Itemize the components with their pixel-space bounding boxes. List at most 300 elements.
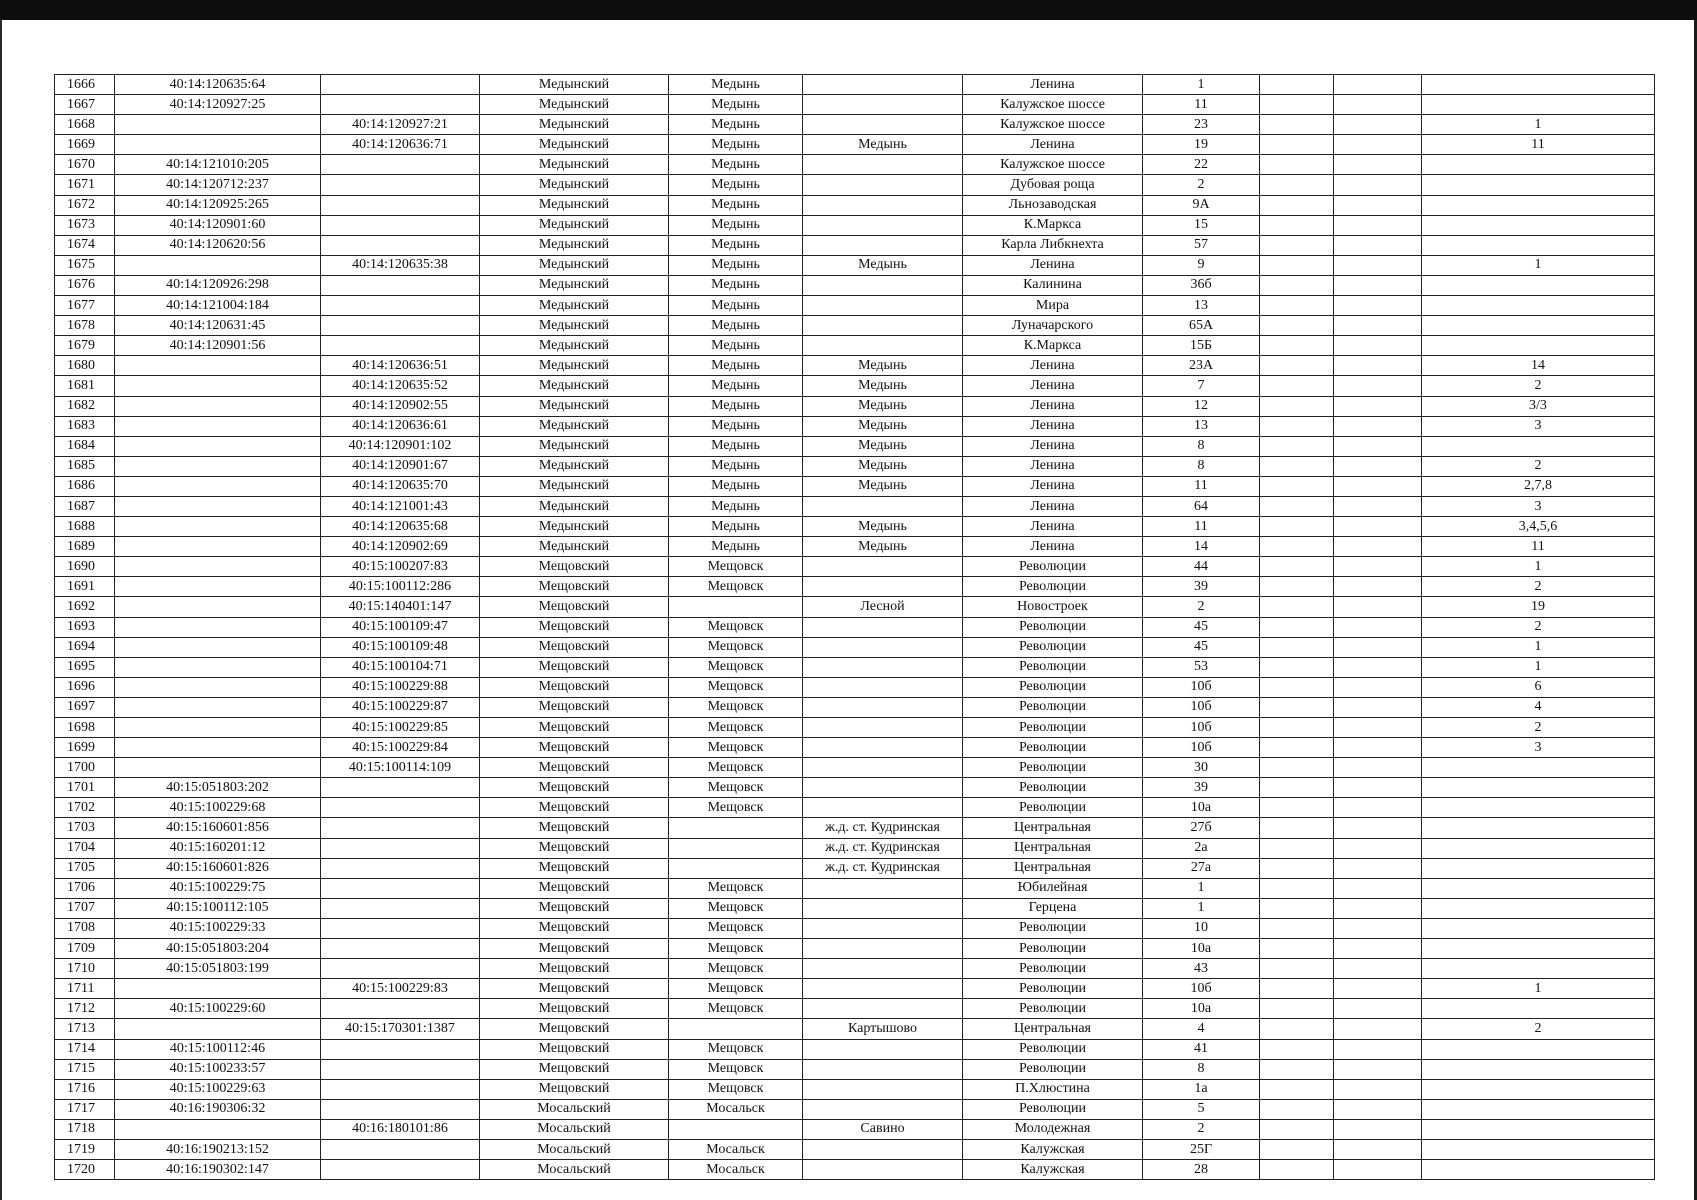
cadastral-number-cell: 40:15:051803:199 — [115, 959, 321, 979]
city-cell: Медынь — [669, 135, 803, 155]
row-number-cell: 1671 — [55, 175, 115, 195]
apartment-cell: 3 — [1422, 416, 1655, 436]
settlement-cell — [803, 798, 963, 818]
cadastral-number-cell: 40:15:051803:202 — [115, 778, 321, 798]
structure-cell — [1334, 336, 1422, 356]
structure-cell — [1334, 918, 1422, 938]
cadastral-number-alt-cell: 40:14:120901:102 — [321, 436, 480, 456]
structure-cell — [1334, 637, 1422, 657]
structure-cell — [1334, 215, 1422, 235]
table-row — [55, 918, 1655, 938]
city-cell: Медынь — [669, 476, 803, 496]
settlement-cell — [803, 336, 963, 356]
structure-cell — [1334, 1160, 1422, 1180]
city-cell — [669, 1119, 803, 1139]
row-number-cell: 1691 — [55, 577, 115, 597]
table-row — [55, 235, 1655, 255]
settlement-cell — [803, 979, 963, 999]
cadastral-number-alt-cell — [321, 939, 480, 959]
house-cell: 27б — [1143, 818, 1260, 838]
street-cell: Калужское шоссе — [963, 115, 1143, 135]
city-cell: Мещовск — [669, 1079, 803, 1099]
table-row — [55, 476, 1655, 496]
settlement-cell — [803, 657, 963, 677]
cadastral-number-cell — [115, 557, 321, 577]
settlement-cell — [803, 999, 963, 1019]
street-cell: П.Хлюстина — [963, 1079, 1143, 1099]
cadastral-number-cell: 40:15:100229:33 — [115, 918, 321, 938]
table-row — [55, 999, 1655, 1019]
district-cell: Медынский — [480, 356, 669, 376]
structure-cell — [1334, 115, 1422, 135]
house-cell: 1 — [1143, 898, 1260, 918]
row-number-cell: 1703 — [55, 818, 115, 838]
settlement-cell — [803, 939, 963, 959]
building-cell — [1260, 939, 1334, 959]
building-cell — [1260, 356, 1334, 376]
structure-cell — [1334, 195, 1422, 215]
city-cell: Мещовск — [669, 898, 803, 918]
city-cell: Мещовск — [669, 878, 803, 898]
street-cell: Ленина — [963, 75, 1143, 95]
building-cell — [1260, 557, 1334, 577]
city-cell: Медынь — [669, 356, 803, 376]
apartment-cell: 3,4,5,6 — [1422, 517, 1655, 537]
cadastral-number-alt-cell — [321, 75, 480, 95]
street-cell: Революции — [963, 617, 1143, 637]
house-cell: 30 — [1143, 758, 1260, 778]
cadastral-number-alt-cell: 40:14:120635:68 — [321, 517, 480, 537]
street-cell: Юбилейная — [963, 878, 1143, 898]
house-cell: 13 — [1143, 416, 1260, 436]
building-cell — [1260, 396, 1334, 416]
apartment-cell: 19 — [1422, 597, 1655, 617]
apartment-cell: 11 — [1422, 135, 1655, 155]
row-number-cell: 1678 — [55, 316, 115, 336]
city-cell: Мещовск — [669, 577, 803, 597]
building-cell — [1260, 677, 1334, 697]
structure-cell — [1334, 1059, 1422, 1079]
street-cell: Герцена — [963, 898, 1143, 918]
structure-cell — [1334, 878, 1422, 898]
cadastral-number-alt-cell: 40:14:120901:67 — [321, 456, 480, 476]
district-cell: Медынский — [480, 456, 669, 476]
cadastral-number-alt-cell — [321, 1139, 480, 1159]
house-cell: 44 — [1143, 557, 1260, 577]
house-cell: 65А — [1143, 316, 1260, 336]
table-row — [55, 758, 1655, 778]
district-cell: Медынский — [480, 255, 669, 275]
cadastral-number-cell — [115, 456, 321, 476]
city-cell: Мещовск — [669, 918, 803, 938]
settlement-cell: Медынь — [803, 537, 963, 557]
street-cell: Центральная — [963, 818, 1143, 838]
house-cell: 25Г — [1143, 1139, 1260, 1159]
street-cell: Калужская — [963, 1139, 1143, 1159]
apartment-cell: 2 — [1422, 577, 1655, 597]
building-cell — [1260, 436, 1334, 456]
house-cell: 5 — [1143, 1099, 1260, 1119]
house-cell: 7 — [1143, 376, 1260, 396]
table-row — [55, 1079, 1655, 1099]
city-cell: Мещовск — [669, 677, 803, 697]
street-cell: Революции — [963, 778, 1143, 798]
building-cell — [1260, 235, 1334, 255]
cadastral-number-alt-cell — [321, 858, 480, 878]
cadastral-number-cell: 40:14:121010:205 — [115, 155, 321, 175]
cadastral-number-cell — [115, 517, 321, 537]
street-cell: Ленина — [963, 496, 1143, 516]
cadastral-number-cell — [115, 677, 321, 697]
district-cell: Медынский — [480, 296, 669, 316]
cadastral-number-cell: 40:14:120901:60 — [115, 215, 321, 235]
building-cell — [1260, 517, 1334, 537]
table-row — [55, 456, 1655, 476]
city-cell: Медынь — [669, 296, 803, 316]
structure-cell — [1334, 155, 1422, 175]
building-cell — [1260, 215, 1334, 235]
table-row — [55, 1059, 1655, 1079]
district-cell: Мещовский — [480, 738, 669, 758]
apartment-cell: 11 — [1422, 537, 1655, 557]
cadastral-number-alt-cell — [321, 275, 480, 295]
street-cell: Ленина — [963, 436, 1143, 456]
structure-cell — [1334, 537, 1422, 557]
apartment-cell — [1422, 898, 1655, 918]
city-cell: Медынь — [669, 537, 803, 557]
settlement-cell — [803, 1139, 963, 1159]
house-cell: 11 — [1143, 476, 1260, 496]
street-cell: Революции — [963, 1059, 1143, 1079]
structure-cell — [1334, 677, 1422, 697]
cadastral-number-alt-cell — [321, 1099, 480, 1119]
district-cell: Мещовский — [480, 677, 669, 697]
district-cell: Медынский — [480, 135, 669, 155]
house-cell: 1 — [1143, 75, 1260, 95]
house-cell: 64 — [1143, 496, 1260, 516]
city-cell: Медынь — [669, 436, 803, 456]
cadastral-number-alt-cell: 40:15:100229:83 — [321, 979, 480, 999]
cadastral-number-alt-cell — [321, 878, 480, 898]
apartment-cell — [1422, 215, 1655, 235]
row-number-cell: 1720 — [55, 1160, 115, 1180]
structure-cell — [1334, 838, 1422, 858]
house-cell: 10 — [1143, 918, 1260, 938]
apartment-cell — [1422, 275, 1655, 295]
city-cell: Мещовск — [669, 738, 803, 758]
table-row — [55, 95, 1655, 115]
settlement-cell — [803, 275, 963, 295]
apartment-cell — [1422, 858, 1655, 878]
apartment-cell — [1422, 818, 1655, 838]
row-number-cell: 1715 — [55, 1059, 115, 1079]
table-row — [55, 959, 1655, 979]
cadastral-number-alt-cell — [321, 1039, 480, 1059]
building-cell — [1260, 537, 1334, 557]
structure-cell — [1334, 657, 1422, 677]
settlement-cell: ж.д. ст. Кудринская — [803, 858, 963, 878]
district-cell: Медынский — [480, 537, 669, 557]
district-cell: Медынский — [480, 235, 669, 255]
cadastral-number-cell — [115, 718, 321, 738]
row-number-cell: 1711 — [55, 979, 115, 999]
scan-left-edge — [0, 20, 2, 1200]
row-number-cell: 1714 — [55, 1039, 115, 1059]
city-cell: Медынь — [669, 175, 803, 195]
cadastral-number-cell: 40:14:120926:298 — [115, 275, 321, 295]
settlement-cell: ж.д. ст. Кудринская — [803, 818, 963, 838]
cadastral-number-alt-cell — [321, 1079, 480, 1099]
district-cell: Мосальский — [480, 1160, 669, 1180]
street-cell: Ленина — [963, 356, 1143, 376]
settlement-cell: Медынь — [803, 517, 963, 537]
apartment-cell — [1422, 1099, 1655, 1119]
district-cell: Медынский — [480, 436, 669, 456]
structure-cell — [1334, 396, 1422, 416]
house-cell: 2 — [1143, 1119, 1260, 1139]
structure-cell — [1334, 175, 1422, 195]
cadastral-number-cell — [115, 356, 321, 376]
cadastral-number-cell — [115, 496, 321, 516]
district-cell: Мещовский — [480, 557, 669, 577]
cadastral-number-alt-cell: 40:15:100109:47 — [321, 617, 480, 637]
apartment-cell: 2 — [1422, 376, 1655, 396]
street-cell: Революции — [963, 577, 1143, 597]
cadastral-number-alt-cell: 40:15:100229:84 — [321, 738, 480, 758]
apartment-cell: 2 — [1422, 1019, 1655, 1039]
city-cell: Медынь — [669, 396, 803, 416]
street-cell: К.Маркса — [963, 215, 1143, 235]
building-cell — [1260, 195, 1334, 215]
cadastral-number-cell — [115, 738, 321, 758]
district-cell: Мещовский — [480, 979, 669, 999]
settlement-cell — [803, 697, 963, 717]
structure-cell — [1334, 1019, 1422, 1039]
structure-cell — [1334, 376, 1422, 396]
city-cell: Медынь — [669, 195, 803, 215]
building-cell — [1260, 416, 1334, 436]
cadastral-number-alt-cell: 40:16:180101:86 — [321, 1119, 480, 1139]
row-number-cell: 1717 — [55, 1099, 115, 1119]
house-cell: 23А — [1143, 356, 1260, 376]
cadastral-number-cell: 40:14:120901:56 — [115, 336, 321, 356]
street-cell: Революции — [963, 798, 1143, 818]
district-cell: Медынский — [480, 336, 669, 356]
street-cell: Ленина — [963, 517, 1143, 537]
cadastral-number-cell: 40:14:120631:45 — [115, 316, 321, 336]
cadastral-number-alt-cell: 40:15:170301:1387 — [321, 1019, 480, 1039]
table-row — [55, 979, 1655, 999]
row-number-cell: 1681 — [55, 376, 115, 396]
cadastral-number-alt-cell: 40:14:120636:51 — [321, 356, 480, 376]
cadastral-number-alt-cell — [321, 959, 480, 979]
settlement-cell — [803, 296, 963, 316]
house-cell: 12 — [1143, 396, 1260, 416]
building-cell — [1260, 1160, 1334, 1180]
row-number-cell: 1668 — [55, 115, 115, 135]
street-cell: Луначарского — [963, 316, 1143, 336]
table-row — [55, 1119, 1655, 1139]
apartment-cell — [1422, 939, 1655, 959]
cadastral-number-alt-cell — [321, 999, 480, 1019]
cadastral-number-cell — [115, 537, 321, 557]
district-cell: Медынский — [480, 155, 669, 175]
table-row — [55, 436, 1655, 456]
city-cell — [669, 597, 803, 617]
district-cell: Медынский — [480, 396, 669, 416]
district-cell: Медынский — [480, 517, 669, 537]
settlement-cell — [803, 898, 963, 918]
table-row — [55, 75, 1655, 95]
building-cell — [1260, 1099, 1334, 1119]
street-cell: Революции — [963, 959, 1143, 979]
settlement-cell: Картышово — [803, 1019, 963, 1039]
apartment-cell: 2 — [1422, 617, 1655, 637]
row-number-cell: 1707 — [55, 898, 115, 918]
row-number-cell: 1674 — [55, 235, 115, 255]
row-number-cell: 1684 — [55, 436, 115, 456]
row-number-cell: 1688 — [55, 517, 115, 537]
building-cell — [1260, 135, 1334, 155]
cadastral-number-cell — [115, 637, 321, 657]
cadastral-number-alt-cell: 40:15:100114:109 — [321, 758, 480, 778]
cadastral-number-cell — [115, 416, 321, 436]
building-cell — [1260, 1119, 1334, 1139]
row-number-cell: 1679 — [55, 336, 115, 356]
table-row — [55, 657, 1655, 677]
street-cell: Революции — [963, 939, 1143, 959]
cadastral-number-alt-cell — [321, 898, 480, 918]
street-cell: Молодежная — [963, 1119, 1143, 1139]
street-cell: Революции — [963, 637, 1143, 657]
apartment-cell — [1422, 1079, 1655, 1099]
row-number-cell: 1702 — [55, 798, 115, 818]
building-cell — [1260, 1139, 1334, 1159]
table-row — [55, 255, 1655, 275]
district-cell: Мещовский — [480, 878, 669, 898]
city-cell: Медынь — [669, 517, 803, 537]
settlement-cell — [803, 718, 963, 738]
city-cell: Мосальск — [669, 1139, 803, 1159]
building-cell — [1260, 1059, 1334, 1079]
cadastral-number-alt-cell: 40:14:120635:70 — [321, 476, 480, 496]
street-cell: Революции — [963, 999, 1143, 1019]
house-cell: 1а — [1143, 1079, 1260, 1099]
house-cell: 11 — [1143, 95, 1260, 115]
settlement-cell — [803, 115, 963, 135]
apartment-cell — [1422, 999, 1655, 1019]
settlement-cell — [803, 155, 963, 175]
settlement-cell — [803, 496, 963, 516]
house-cell: 4 — [1143, 1019, 1260, 1039]
street-cell: Ленина — [963, 456, 1143, 476]
cadastral-number-cell: 40:16:190306:32 — [115, 1099, 321, 1119]
building-cell — [1260, 617, 1334, 637]
cadastral-number-cell — [115, 396, 321, 416]
apartment-cell: 1 — [1422, 557, 1655, 577]
table-row — [55, 175, 1655, 195]
table-row — [55, 537, 1655, 557]
table-row — [55, 617, 1655, 637]
building-cell — [1260, 858, 1334, 878]
structure-cell — [1334, 75, 1422, 95]
district-cell: Медынский — [480, 496, 669, 516]
building-cell — [1260, 818, 1334, 838]
settlement-cell: Медынь — [803, 436, 963, 456]
cadastral-number-cell: 40:14:120927:25 — [115, 95, 321, 115]
house-cell: 15 — [1143, 215, 1260, 235]
district-cell: Мещовский — [480, 617, 669, 637]
cadastral-number-alt-cell — [321, 215, 480, 235]
district-cell: Медынский — [480, 115, 669, 135]
table-row — [55, 637, 1655, 657]
table-row — [55, 597, 1655, 617]
cadastral-number-cell: 40:15:100229:68 — [115, 798, 321, 818]
street-cell: Революции — [963, 718, 1143, 738]
cadastral-number-alt-cell: 40:15:140401:147 — [321, 597, 480, 617]
table-row — [55, 135, 1655, 155]
cadastral-number-cell — [115, 476, 321, 496]
settlement-cell: Савино — [803, 1119, 963, 1139]
building-cell — [1260, 738, 1334, 758]
district-cell: Медынский — [480, 215, 669, 235]
street-cell: Революции — [963, 758, 1143, 778]
structure-cell — [1334, 476, 1422, 496]
district-cell: Мещовский — [480, 858, 669, 878]
apartment-cell — [1422, 235, 1655, 255]
city-cell — [669, 858, 803, 878]
row-number-cell: 1694 — [55, 637, 115, 657]
cadastral-number-cell — [115, 115, 321, 135]
settlement-cell — [803, 1059, 963, 1079]
cadastral-number-alt-cell: 40:15:100109:48 — [321, 637, 480, 657]
house-cell: 2 — [1143, 597, 1260, 617]
row-number-cell: 1685 — [55, 456, 115, 476]
apartment-cell — [1422, 1139, 1655, 1159]
apartment-cell: 14 — [1422, 356, 1655, 376]
city-cell: Медынь — [669, 316, 803, 336]
city-cell: Медынь — [669, 456, 803, 476]
table-row — [55, 296, 1655, 316]
city-cell: Мещовск — [669, 637, 803, 657]
city-cell: Мещовск — [669, 999, 803, 1019]
cadastral-number-alt-cell — [321, 798, 480, 818]
apartment-cell — [1422, 1160, 1655, 1180]
city-cell: Мещовск — [669, 939, 803, 959]
row-number-cell: 1712 — [55, 999, 115, 1019]
building-cell — [1260, 979, 1334, 999]
cadastral-number-cell — [115, 255, 321, 275]
house-cell: 10б — [1143, 677, 1260, 697]
apartment-cell — [1422, 959, 1655, 979]
cadastral-number-alt-cell: 40:14:121001:43 — [321, 496, 480, 516]
house-cell: 19 — [1143, 135, 1260, 155]
street-cell: Революции — [963, 557, 1143, 577]
house-cell: 10а — [1143, 798, 1260, 818]
apartment-cell: 3/3 — [1422, 396, 1655, 416]
apartment-cell — [1422, 75, 1655, 95]
structure-cell — [1334, 858, 1422, 878]
scan-top-edge — [0, 0, 1697, 20]
street-cell: Карла Либкнехта — [963, 235, 1143, 255]
cadastral-number-alt-cell — [321, 175, 480, 195]
settlement-cell — [803, 1099, 963, 1119]
district-cell: Медынский — [480, 316, 669, 336]
structure-cell — [1334, 1119, 1422, 1139]
settlement-cell: Медынь — [803, 396, 963, 416]
row-number-cell: 1706 — [55, 878, 115, 898]
table-row — [55, 1139, 1655, 1159]
